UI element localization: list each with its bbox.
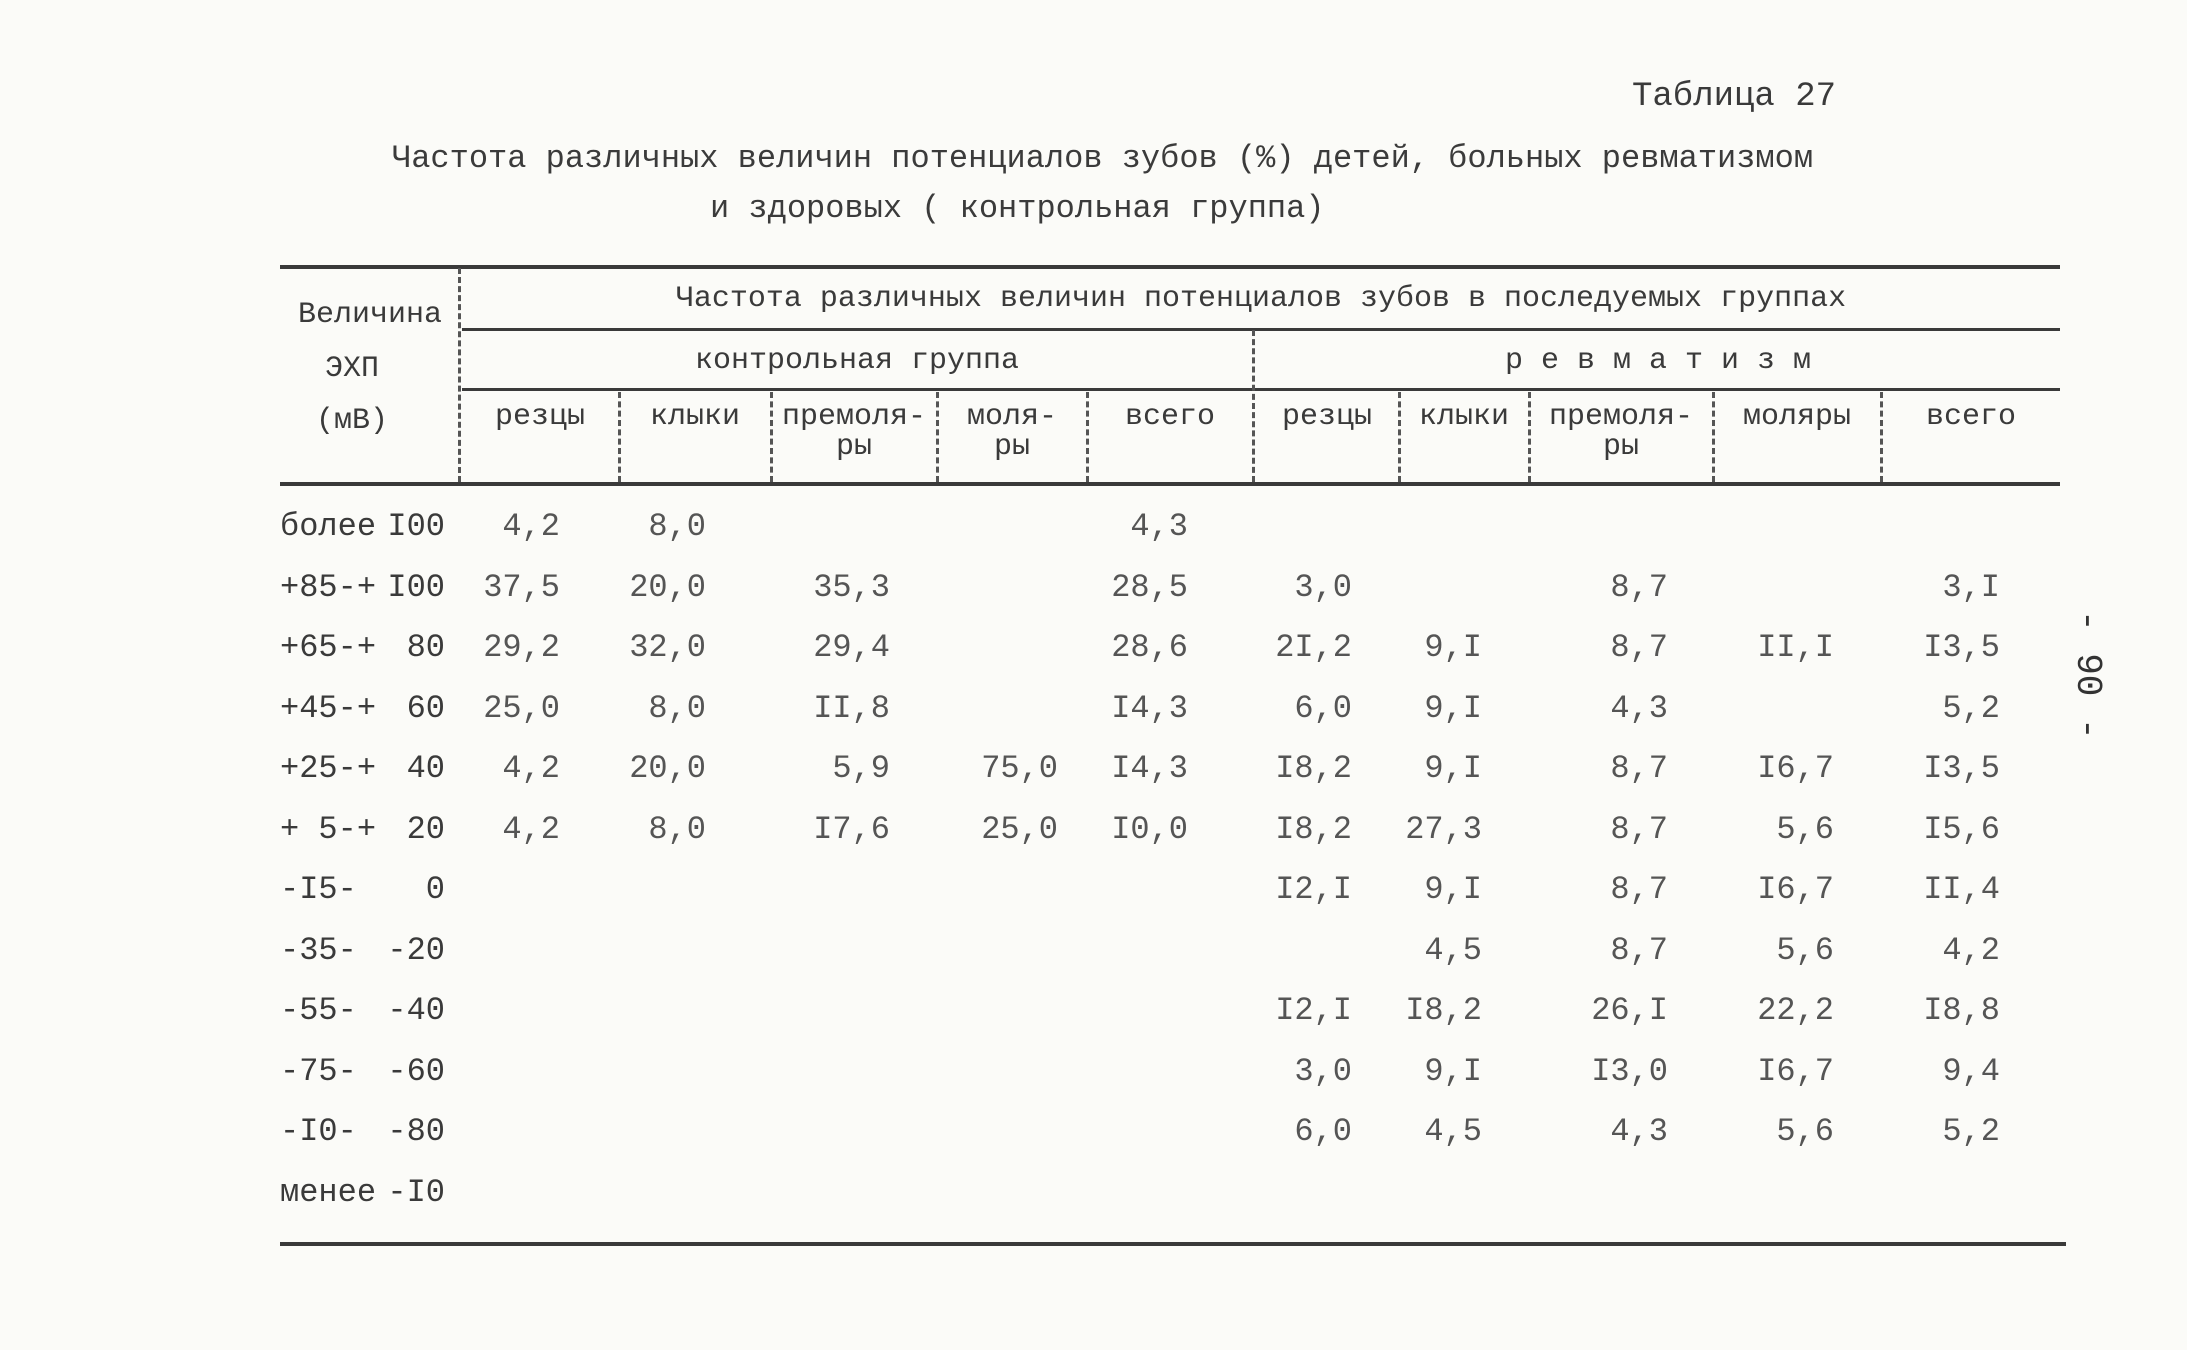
table-cell: I0,0 <box>1111 811 1188 848</box>
row-label <box>280 569 450 606</box>
table-cell: I8,2 <box>1275 750 1352 787</box>
row-header-label-2: ЭХП <box>324 352 379 386</box>
table-cell: 4,3 <box>1130 508 1188 545</box>
table-cell: 8,7 <box>1610 629 1668 666</box>
table-cell: 8,7 <box>1610 932 1668 969</box>
table-cell: II,8 <box>813 690 890 727</box>
row-header-label-3: (мВ) <box>315 404 388 438</box>
row-label-to: -I0 <box>387 1174 445 1211</box>
row-label <box>280 1113 450 1150</box>
table-title-line-1: Частота различных величин потенциалов зубов (%) детей, больных ревматизмом <box>392 140 1814 177</box>
table-cell: 35,3 <box>813 569 890 606</box>
table-cell: I4,3 <box>1111 690 1188 727</box>
table-cell: 6,0 <box>1294 1113 1352 1150</box>
table-cell: 4,2 <box>1942 932 2000 969</box>
table-cell: 3,0 <box>1294 1053 1352 1090</box>
table-cell: 5,2 <box>1942 1113 2000 1150</box>
row-label-from: -35- <box>280 932 357 969</box>
table-bottom-rule <box>280 1242 2066 1246</box>
row-label-from: менее <box>280 1174 377 1211</box>
page-number: - 90 - <box>2067 610 2108 740</box>
row-label-to: 0 <box>425 871 445 908</box>
header-bottom-rule <box>280 482 2060 486</box>
table-cell: I6,7 <box>1757 750 1834 787</box>
table-cell: 4,2 <box>502 811 560 848</box>
table-cell: 8,0 <box>648 690 706 727</box>
control-col-header-3: моля- ры <box>966 400 1057 464</box>
table-cell: 29,2 <box>483 629 560 666</box>
table-cell: I7,6 <box>813 811 890 848</box>
table-cell: I2,I <box>1275 992 1352 1029</box>
table-cell: 8,7 <box>1610 750 1668 787</box>
row-label <box>280 690 450 727</box>
table-cell: 22,2 <box>1757 992 1834 1029</box>
row-label-to: -60 <box>387 1053 445 1090</box>
table-cell: II,I <box>1757 629 1834 666</box>
table-cell: I8,8 <box>1923 992 2000 1029</box>
row-label-from: +85-+ <box>280 569 377 606</box>
table-cell: I6,7 <box>1757 871 1834 908</box>
table-cell: 20,0 <box>629 569 706 606</box>
row-header-separator <box>458 268 461 482</box>
table-cell: 5,6 <box>1776 1113 1834 1150</box>
row-label-from: -55- <box>280 992 357 1029</box>
table-cell: 4,2 <box>502 750 560 787</box>
table-cell: 75,0 <box>981 750 1058 787</box>
table-cell: 28,6 <box>1111 629 1188 666</box>
table-cell: 37,5 <box>483 569 560 606</box>
table-cell: 9,I <box>1424 629 1482 666</box>
row-label-to: I00 <box>387 508 445 545</box>
table-title-line-2: и здоровых ( контрольная группа) <box>710 190 1325 227</box>
table-cell: 25,0 <box>981 811 1058 848</box>
row-label-from: -75- <box>280 1053 357 1090</box>
table-cell: 8,7 <box>1610 569 1668 606</box>
table-cell: I3,0 <box>1591 1053 1668 1090</box>
table-cell: I2,I <box>1275 871 1352 908</box>
row-label <box>280 932 450 969</box>
rheum-col-header-4: всего <box>1925 400 2016 434</box>
row-label-from: -I0- <box>280 1113 357 1150</box>
rheum-col-header-2: премоля- ры <box>1548 400 1694 464</box>
header-rule-2 <box>462 388 2060 391</box>
row-header-label-1: Величина <box>297 298 443 332</box>
table-cell: 27,3 <box>1405 811 1482 848</box>
table-cell: I6,7 <box>1757 1053 1834 1090</box>
table-cell: 5,9 <box>832 750 890 787</box>
table-cell: I5,6 <box>1923 811 2000 848</box>
row-label-to: I00 <box>387 569 445 606</box>
group-separator <box>1252 330 1255 482</box>
control-col-header-4: всего <box>1124 400 1215 434</box>
table-cell: 8,0 <box>648 811 706 848</box>
row-label <box>280 629 450 666</box>
row-label <box>280 1174 450 1211</box>
table-cell: 4,2 <box>502 508 560 545</box>
table-cell: 28,5 <box>1111 569 1188 606</box>
row-label <box>280 750 450 787</box>
table-cell: I8,2 <box>1405 992 1482 1029</box>
table-cell: 3,I <box>1942 569 2000 606</box>
table-cell: 6,0 <box>1294 690 1352 727</box>
table-cell: 5,6 <box>1776 811 1834 848</box>
group-header-control: контрольная группа <box>694 344 1020 378</box>
table-cell: I3,5 <box>1923 750 2000 787</box>
row-label <box>280 811 450 848</box>
table-cell: 4,3 <box>1610 1113 1668 1150</box>
row-label <box>280 992 450 1029</box>
row-label-from: +45-+ <box>280 690 377 727</box>
row-label-to: 20 <box>406 811 445 848</box>
table-cell: 8,0 <box>648 508 706 545</box>
row-label-to: -20 <box>387 932 445 969</box>
table-cell: 8,7 <box>1610 811 1668 848</box>
table-cell: I3,5 <box>1923 629 2000 666</box>
table-cell: I4,3 <box>1111 750 1188 787</box>
table-cell: 4,3 <box>1610 690 1668 727</box>
table-top-rule <box>280 265 2060 269</box>
control-col-header-0: резцы <box>494 400 585 434</box>
table-cell: 25,0 <box>483 690 560 727</box>
group-header-rheumatism: р е в м а т и з м <box>1504 344 1812 378</box>
table-cell: 3,0 <box>1294 569 1352 606</box>
row-label-from: +25-+ <box>280 750 377 787</box>
table-cell: 32,0 <box>629 629 706 666</box>
table-cell: 9,4 <box>1942 1053 2000 1090</box>
table-cell: 9,I <box>1424 871 1482 908</box>
table-cell: 4,5 <box>1424 1113 1482 1150</box>
row-label-from: + 5-+ <box>280 811 377 848</box>
rheum-col-header-0: резцы <box>1281 400 1372 434</box>
row-label <box>280 871 450 908</box>
table-cell: 4,5 <box>1424 932 1482 969</box>
row-label-from: -I5- <box>280 871 357 908</box>
spanning-header: Частота различных величин потенциалов зубов в последуемых группах <box>675 282 1847 316</box>
row-label-to: 80 <box>406 629 445 666</box>
control-col-header-2: премоля- ры <box>781 400 927 464</box>
control-col-header-1: клыки <box>649 400 740 434</box>
row-label-to: -80 <box>387 1113 445 1150</box>
table-cell: 9,I <box>1424 690 1482 727</box>
row-label <box>280 1053 450 1090</box>
table-cell: I8,2 <box>1275 811 1352 848</box>
row-label <box>280 508 450 545</box>
table-cell: 20,0 <box>629 750 706 787</box>
table-cell: 9,I <box>1424 750 1482 787</box>
table-cell: 5,6 <box>1776 932 1834 969</box>
rheum-col-header-1: клыки <box>1418 400 1509 434</box>
table-cell: II,4 <box>1923 871 2000 908</box>
row-label-from: +65-+ <box>280 629 377 666</box>
row-label-to: 60 <box>406 690 445 727</box>
table-label: Таблица 27 <box>1632 78 1837 116</box>
table-cell: 2I,2 <box>1275 629 1352 666</box>
table-cell: 9,I <box>1424 1053 1482 1090</box>
table-cell: 8,7 <box>1610 871 1668 908</box>
table-cell: 26,I <box>1591 992 1668 1029</box>
table-cell: 5,2 <box>1942 690 2000 727</box>
table-cell: 29,4 <box>813 629 890 666</box>
row-label-to: 40 <box>406 750 445 787</box>
header-rule-1 <box>462 328 2060 331</box>
row-label-to: -40 <box>387 992 445 1029</box>
rheum-col-header-3: моляры <box>1742 400 1852 434</box>
row-label-from: более <box>280 508 377 545</box>
